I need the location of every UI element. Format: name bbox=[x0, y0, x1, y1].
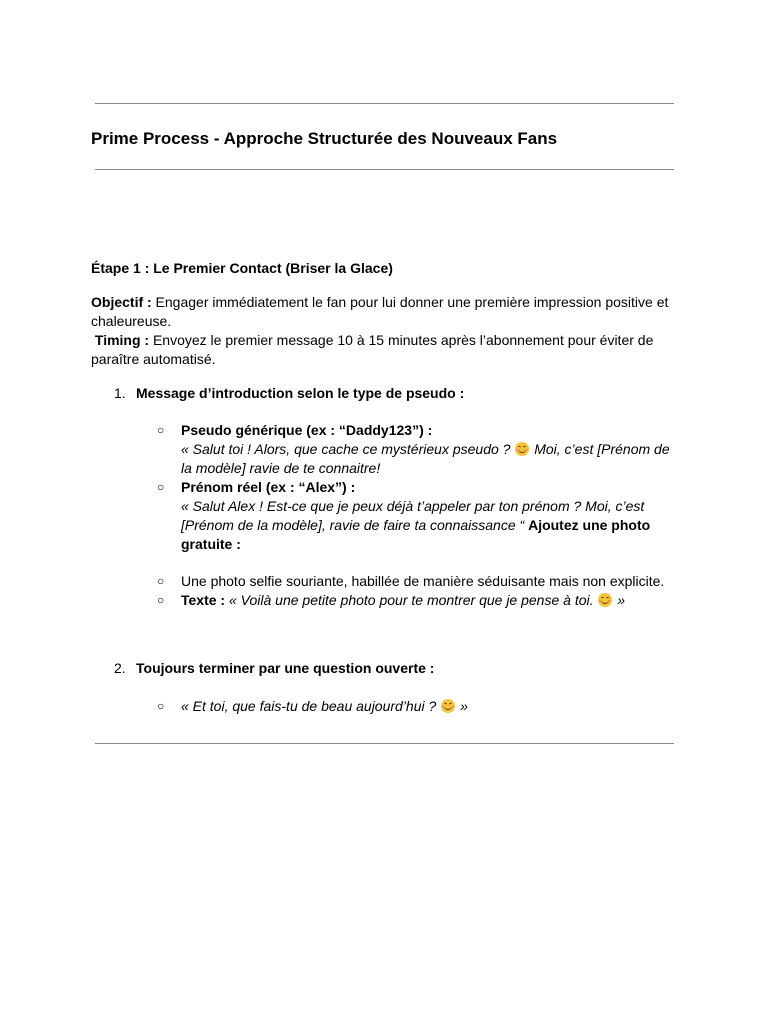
top-divider bbox=[95, 103, 674, 104]
timing-label: Timing : bbox=[94, 332, 150, 348]
generic-pseudo-item bbox=[181, 421, 673, 478]
page-title: Prime Process - Approche Structurée des Nouveaux Fans bbox=[91, 129, 558, 148]
free-photo-label: Ajoutez une photo gratuite : bbox=[181, 517, 651, 552]
bullet-real: ○ bbox=[157, 480, 165, 494]
smiling-face-emoji-icon bbox=[441, 699, 455, 713]
smiling-face-emoji-icon bbox=[515, 442, 529, 456]
real-name-text: « Salut Alex ! Est-ce que je peux déjà t’appeler par ton prénom ? Moi, c’est [Prénom de la modèle], ravie de faire ta connaissance “ bbox=[181, 498, 645, 533]
photo-item: Une photo selfie souriante, habillée de manière séduisante mais non explicite. bbox=[181, 573, 665, 589]
question-text-1: « Et toi, que fais-tu de beau aujourd’hui ? bbox=[181, 698, 441, 714]
list-label-1: Message d’introduction selon le type de pseudo : bbox=[136, 385, 465, 401]
texte-item bbox=[181, 591, 673, 610]
smiling-face-emoji-icon bbox=[598, 593, 612, 607]
bullet-texte: ○ bbox=[157, 593, 165, 607]
bottom-divider bbox=[95, 743, 674, 744]
timing-paragraph bbox=[91, 331, 671, 369]
generic-pseudo-text-2: Moi, c’est [Prénom de la modèle] ravie de te connaitre! bbox=[181, 441, 670, 476]
bullet-generic: ○ bbox=[157, 423, 165, 437]
question-text-2: » bbox=[456, 698, 468, 714]
texte-label: Texte : bbox=[181, 592, 226, 608]
real-name-label: Prénom réel (ex : “Alex”) : bbox=[181, 479, 356, 495]
texte-text-1: « Voilà une petite photo pour te montrer que je pense à toi. bbox=[225, 592, 598, 608]
list-number-2: 2. bbox=[114, 660, 126, 676]
generic-pseudo-text-1: « Salut toi ! Alors, que cache ce mystérieux pseudo ? bbox=[181, 441, 515, 457]
real-name-item bbox=[181, 478, 673, 554]
list-label-2: Toujours terminer par une question ouverte : bbox=[136, 660, 435, 676]
generic-pseudo-label: Pseudo générique (ex : “Daddy123”) : bbox=[181, 422, 433, 438]
title-divider bbox=[95, 169, 674, 170]
list-number-1: 1. bbox=[114, 385, 126, 401]
question-item bbox=[181, 697, 673, 716]
step-heading: Étape 1 : Le Premier Contact (Briser la Glace) bbox=[91, 260, 393, 276]
texte-text-2: » bbox=[613, 592, 626, 608]
objective-text: Engager immédiatement le fan pour lui donner une première impression positive et chaleureuse. bbox=[91, 294, 669, 329]
bullet-question: ○ bbox=[157, 699, 165, 713]
objective-paragraph bbox=[91, 293, 671, 331]
timing-text: Envoyez le premier message 10 à 15 minutes après l’abonnement pour éviter de paraître automatisé. bbox=[91, 332, 654, 367]
objective-label: Objectif : bbox=[91, 294, 152, 310]
bullet-photo: ○ bbox=[157, 574, 165, 588]
